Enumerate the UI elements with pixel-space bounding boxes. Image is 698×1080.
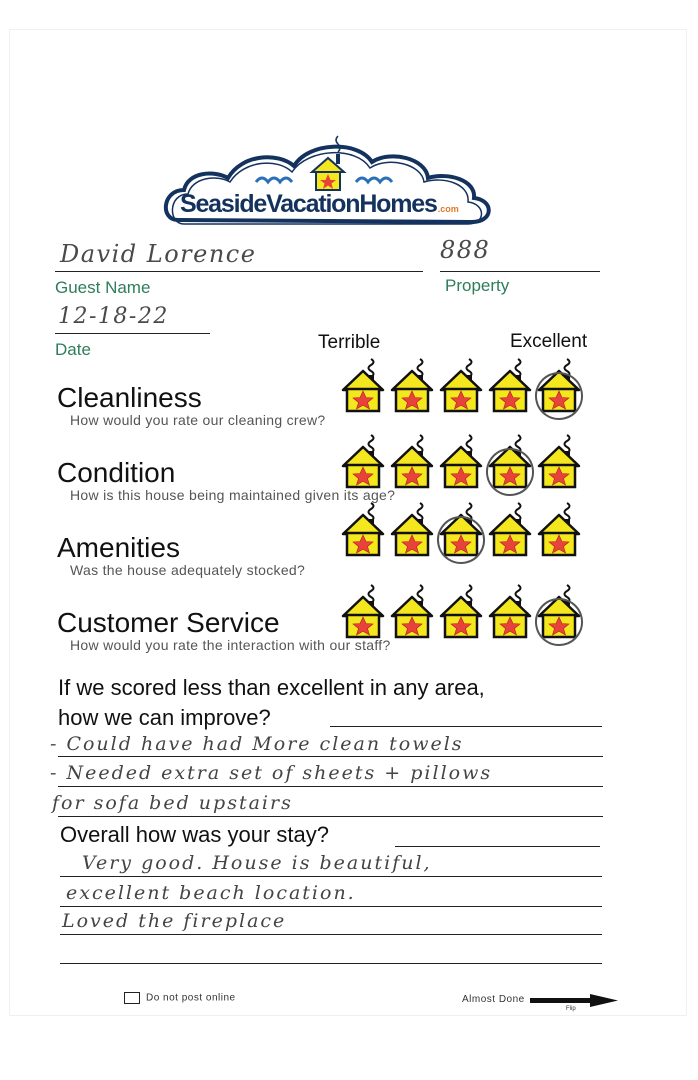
house-rating-icon[interactable] <box>438 432 484 490</box>
overall-line-1 <box>60 876 602 877</box>
improve-question-line1: If we scored less than excellent in any area, <box>58 675 485 700</box>
house-rating-icon[interactable] <box>536 356 582 414</box>
condition-title: Condition <box>57 457 176 488</box>
improve-answer-1: - Could have had More clean towels <box>50 733 464 755</box>
overall-line-4 <box>60 963 602 964</box>
condition-rating[interactable] <box>340 432 582 490</box>
improve-answer-2: - Needed extra set of sheets + pillows <box>50 762 493 784</box>
improve-question-line2: how we can improve? <box>58 705 271 730</box>
house-rating-icon[interactable] <box>340 582 386 640</box>
house-rating-icon[interactable] <box>536 582 582 640</box>
scale-high-label: Excellent <box>510 331 588 352</box>
house-rating-icon[interactable] <box>536 500 582 558</box>
house-rating-icon[interactable] <box>389 500 435 558</box>
brand-logo <box>158 132 498 232</box>
property-label: Property <box>445 276 510 295</box>
property-line <box>440 271 600 272</box>
date-value: 12-18-22 <box>58 304 169 329</box>
amenities-rating[interactable] <box>340 500 582 558</box>
house-rating-icon[interactable] <box>340 500 386 558</box>
house-rating-icon[interactable] <box>536 432 582 490</box>
cleanliness-title: Cleanliness <box>57 382 202 413</box>
guest-name-label: Guest Name <box>55 278 151 297</box>
overall-answer-2: excellent beach location. <box>66 882 356 904</box>
property-value: 888 <box>440 236 491 264</box>
house-rating-icon[interactable] <box>438 500 484 558</box>
overall-question: Overall how was your stay? <box>60 822 329 847</box>
customer-service-question: How would you rate the interaction with our staff? <box>70 637 391 653</box>
improve-line-3 <box>58 816 603 817</box>
house-rating-icon[interactable] <box>487 356 533 414</box>
improve-line-0 <box>330 726 602 727</box>
improve-line-1 <box>58 756 603 757</box>
house-rating-icon[interactable] <box>438 356 484 414</box>
improve-answer-3: for sofa bed upstairs <box>52 792 293 814</box>
overall-line-3 <box>60 934 602 935</box>
condition-question: How is this house being maintained given its age? <box>70 487 396 503</box>
guest-name-line <box>55 271 423 272</box>
almost-done-label: Almost Done <box>462 994 525 1005</box>
house-rating-icon[interactable] <box>389 356 435 414</box>
customer-service-rating[interactable] <box>340 582 582 640</box>
house-rating-icon[interactable] <box>340 356 386 414</box>
house-rating-icon[interactable] <box>487 582 533 640</box>
amenities-question: Was the house adequately stocked? <box>70 562 306 578</box>
overall-line-0 <box>395 846 600 847</box>
overall-answer-3: Loved the fireplace <box>62 910 287 932</box>
house-rating-icon[interactable] <box>487 432 533 490</box>
house-rating-icon[interactable] <box>389 432 435 490</box>
house-rating-icon[interactable] <box>340 432 386 490</box>
do-not-post-label: Do not post online <box>146 992 236 1004</box>
house-rating-icon[interactable] <box>389 582 435 640</box>
scale-low-label: Terrible <box>318 332 381 353</box>
house-rating-icon[interactable] <box>487 500 533 558</box>
customer-service-title: Customer Service <box>57 607 280 638</box>
flip-label: Flip <box>566 1006 576 1012</box>
do-not-post-option[interactable] <box>124 992 236 1004</box>
overall-line-2 <box>60 906 602 907</box>
amenities-title: Amenities <box>57 532 180 563</box>
brand-name: SeasideVacationHomes <box>180 190 437 218</box>
improve-line-2 <box>58 786 603 787</box>
brand-suffix: .com <box>437 204 459 214</box>
do-not-post-checkbox[interactable] <box>124 992 140 1004</box>
cleanliness-question: How would you rate our cleaning crew? <box>70 412 326 428</box>
date-line <box>55 333 210 334</box>
guest-name-value: David Lorence <box>60 240 257 268</box>
overall-answer-1: Very good. House is beautiful, <box>82 852 432 874</box>
date-label: Date <box>55 340 91 359</box>
cleanliness-rating[interactable] <box>340 356 582 414</box>
house-rating-icon[interactable] <box>438 582 484 640</box>
